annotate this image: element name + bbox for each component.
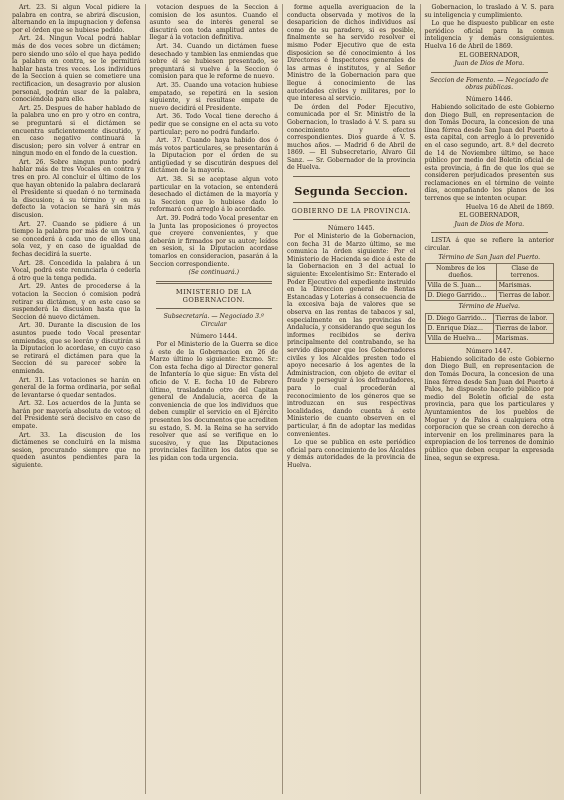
section-label: Subsecretaría. — Negociado 3.º bbox=[163, 312, 264, 320]
signature-title: EL GOBERNADOR, bbox=[458, 212, 520, 220]
table-cell: Villa de S. Juan... bbox=[425, 281, 496, 291]
continued-note: (Se continuará.) bbox=[188, 269, 240, 277]
table-header-row bbox=[425, 264, 554, 281]
divider bbox=[156, 281, 273, 284]
header-cell: Clase de terrenos. bbox=[496, 264, 553, 281]
column-3 bbox=[283, 4, 421, 794]
circular-label: Circular bbox=[200, 321, 227, 329]
paragraph: Art. 35. Cuando una votacion hubiese empatado, se repetirá en la sesion siguiente, y si resultase empate de nuevo decidirá el Presidente. bbox=[149, 81, 278, 112]
paragraph: Art. 38. Si se aceptase algun voto particular en la votacion, se entenderá desechado el dictámen de la mayoría y la Seccion que lo hubiese dado lo reformará con arreglo á lo acordado. bbox=[149, 176, 278, 214]
table-row bbox=[425, 333, 554, 343]
government-title: GOBIERNO DE LA PROVINCIA. bbox=[291, 207, 411, 216]
paragraph: Art. 34. Cuando un dictámen fuese desechado y tambien las enmiendas que sobre él se hubiesen presentado, se preguntará si vuelve á la Seccion ó comision para que le reforme de nuevo. bbox=[149, 42, 278, 81]
termino-heading: Término de Huelva. bbox=[458, 303, 521, 311]
paragraph: Art. 39. Podrá todo Vocal presentar en la Junta las proposiciones ó proyectos que creyere convenientes, y que deberán ir firmados por su autor; leídos en sesion, si la Diputacion acordase tomarlos en consideracion, pasarán á la Seccion correspondiente. bbox=[149, 215, 278, 268]
column-1 bbox=[8, 4, 146, 794]
fomento-section: Seccion de Fomento. — Negociado de obras públicas. bbox=[429, 76, 549, 92]
table-cell: Tierras de labor. bbox=[493, 313, 553, 323]
paragraph: Art. 31. Las votaciones se harán en general de la forma ordinaria, por señal de levantarse ó quedar sentados. bbox=[12, 376, 141, 399]
paragraph: Art. 26. Sobre ningun punto podrá hablar más de tres Vocales en contra y tres en pro. Al concluir el último de los que hayan obtenido la palabra declarará el Presidente si quedan ó no terminada la discusion; á su término y en su defecto la votacion se hará sin más discusion. bbox=[12, 158, 141, 220]
paragraph: Art. 37. Cuando haya habido dos ó más votos particulares, se presentarán á la Diputacion por el órden de su antigüedad y se discutirán despues del dictámen de la mayoría. bbox=[149, 137, 278, 175]
signature-name: Juan de Dios de Mora. bbox=[454, 220, 525, 228]
paragraph: Art. 24. Ningun Vocal podrá hablar más de dos veces sobre un dictámen; pero siendo uno sólo el que haya pedido la palabra en contra, se le permitirá hablar hasta tres veces. Los individuos de la Seccion á quien se cometiere una rectificacion, un desagravio por alusion personal, podrán usar de la palabra, conociéndola para ello. bbox=[12, 35, 141, 104]
divider bbox=[293, 202, 410, 203]
table-cell: D. Diego Garrido... bbox=[425, 313, 493, 323]
article-number: Número 1447. bbox=[465, 346, 513, 355]
owners-table bbox=[425, 313, 555, 344]
paragraph: Art. 28. Concedida la palabra á un Vocal, podrá este renunciarla ó cederla á otro que la tenga pedida. bbox=[12, 259, 141, 282]
paragraph: Habiendo solicitado de este Gobierno don Diego Bull, en representacion de don Tomás Docura, la concesion de una línea férrea desde San Juan del Puerto á esta capital, con arreglo á lo prevenido en el caso segundo, art. 8.º del decreto de 14 de Noviembre último, se hace público por medio del Boletín oficial de esta provincia, á fin de que los que se consideren perjudicados presenten sus reclamaciones en el término de veinte días, acompañando los planos de los terrenos que se intenten ocupar. bbox=[424, 103, 554, 203]
columns bbox=[8, 4, 558, 794]
divider bbox=[431, 72, 549, 73]
article-number: Número 1446. bbox=[465, 94, 513, 103]
list-heading: LISTA á que se refiere la anterior circular. bbox=[424, 237, 554, 253]
paragraph: Art. 30. Durante la discusion de los asuntos puede todo Vocal presentar enmiendas, que se leerán y discutirán si la Diputacion lo acordase, en cuyo caso se retirará el dictámen para que la Seccion dé su parecer sobre la enmienda. bbox=[12, 322, 141, 375]
table-row bbox=[425, 313, 554, 323]
paragraph: Por el Ministerio de la Gobernacion, con fecha 31 de Marzo último, se me comunica la órden siguiente: Por el Ministerio de Hacienda se dice á este de la Gobernacion en 3 del actual lo siguiente: Excelentísimo Sr.: Enterado el Poder Ejecutivo del expediente instruido en la Direccion general de Rentas Estancadas y Loterías á consecuencia de la excesiva baja de valores que se observa en las rentas de tabacos y sal, especialmente en las provincias de Andalucía, y considerando que segun los informes recibidos se deriva principalmente del contrabando, se ha servido disponer que los Gobernadores civiles y los Alcaldes presten todo el apoyo necesario á los agentes de la Administracion, con objeto de evitar el fraude y perseguir á los defraudadores, para lo cual procederán al reconocimiento de los géneros que se introduzcan en sus respectivas localidades, dando cuenta á este Ministerio de cuanto observen en el particular, á fin de adoptar las medidas convenientes. bbox=[287, 233, 416, 438]
paragraph: Art. 25. Despues de haber hablado de la palabra uno en pro y otro en contra, se preguntará si el dictámen se encuentra suficientemente discutido, y en caso negativo continuará la discusion; pero sin volver á entrar en ningun modo en el fondo de la cuestion. bbox=[12, 104, 141, 158]
signature-title: EL GOBERNADOR, bbox=[458, 51, 520, 59]
divider bbox=[156, 308, 273, 309]
table-cell: Tierras de labor. bbox=[496, 291, 553, 301]
table-cell: Marismas. bbox=[493, 333, 553, 343]
signature-name: Juan de Dios de Mora. bbox=[454, 60, 525, 68]
column-4 bbox=[421, 4, 559, 794]
paragraph: Art. 32. Los acuerdos de la Junta se harán por mayoría absoluta de votos; el del Presidente será decisivo en caso de empate. bbox=[12, 400, 141, 431]
table-row bbox=[425, 281, 554, 291]
paragraph: Art. 33. La discusion de los dictámenes se concluirá en la misma sesion, procurando siempre que no queden asuntos pendientes para la siguiente. bbox=[12, 431, 141, 470]
paragraph: Gobernacion, lo traslado á V. S. para su inteligencia y cumplimiento. bbox=[424, 4, 554, 19]
table-cell: Tierras de labor. bbox=[493, 323, 553, 333]
article-number: Número 1444. bbox=[190, 331, 238, 340]
table-row bbox=[425, 291, 554, 301]
column-2 bbox=[146, 4, 284, 794]
article-number: Número 1445. bbox=[327, 224, 375, 233]
paragraph: Art. 23. Si algun Vocal pidiere la palabra en contra, se abrirá discusion, alternando en la impugnacion y defensa por el órden que se hubiese pedido. bbox=[12, 4, 141, 34]
table-cell: Marismas. bbox=[496, 281, 553, 291]
paragraph: De órden del Poder Ejecutivo, comunicada por el Sr. Ministro de la Gobernacion, lo traslado á V. S. para su conocimiento y efectos correspondientes. Dios guarde á V. S. muchos años. — Madrid 6 de Abril de 1869. — El Subsecretario, Alvaro Gil Sanz. — Sr. Gobernador de la provincia de Huelva. bbox=[287, 103, 416, 172]
ministry-title: MINISTERIO DE LA GOBERNACION. bbox=[175, 287, 252, 304]
paragraph: Art. 27. Cuando se pidiere á un tiempo la palabra por más de un Vocal, se concederá á cada uno de ellos una sola vez, y en caso de igualdad de fechas decidirá la suerte. bbox=[12, 220, 141, 258]
table-row bbox=[425, 323, 554, 333]
paragraph: forme aquella averiguacion de la conducta observada y motivos de la desaparicion de dichos individuos así como de su paradero, si es posible, finalmente se ha servido resolver el mismo Poder Ejecutivo que de esta disposicion se dé conocimiento á los Directores é Inspectores generales de las armas é institutos, y al Señor Ministro de la Gobernacion para que llegue á conocimiento de las autoridades civiles y militares, por lo que interesa al servicio. bbox=[287, 4, 416, 103]
table-cell: D. Diego Garrido... bbox=[425, 291, 496, 301]
paragraph: Por el Ministerio de la Guerra se dice á este de la Gobernacion en 26 de Marzo último lo siguiente: Excmo. Sr.: Con esta fecha digo al Director general de Infantería lo que sigue: En vista del oficio de V. E. fecha 10 de Febrero último, trasladando otro del Capitan general de Andalucía, acerca de la conveniencia de que los individuos que deben cumplir el servicio en el Ejército presenten los documentos que acrediten su estado, S. M. la Reina se ha servido resolver que así se verifique en lo sucesivo, y que las Diputaciones provinciales faciliten los datos que se les pidan con toda urgencia. bbox=[149, 340, 278, 462]
divider bbox=[293, 219, 410, 220]
table-cell: D. Enrique Díaz... bbox=[425, 323, 493, 333]
paragraph: Lo que he dispuesto publicar en este periódico oficial para la comun inteligencia y demás consiguientes. Huelva 16 de Abril de 1869. bbox=[424, 20, 554, 50]
date-line: Huelva 16 de Abril de 1869. bbox=[465, 203, 554, 211]
paragraph: Art. 29. Antes de procederse á la votacion la Seccion ó comision podrá retirar su dictámen, y en este caso se suspenderá la discusion hasta que la Seccion dé nuevo dictámen. bbox=[12, 283, 141, 321]
divider bbox=[431, 232, 549, 233]
paragraph: Lo que se publica en este periódico oficial para conocimiento de los Alcaldes y demás autoridades de la provincia de Huelva. bbox=[287, 439, 416, 469]
owners-table bbox=[425, 263, 555, 301]
table-cell: Villa de Huelva... bbox=[425, 333, 493, 343]
divider bbox=[293, 176, 410, 177]
termino-heading: Término de San Juan del Puerto. bbox=[438, 253, 541, 261]
paragraph: votacion despues de la Seccion á comision de los asuntos. Cuando el asunto sea de interés general se discutirá con toda amplitud antes de llegar á la votacion definitiva. bbox=[149, 4, 278, 42]
paragraph: Habiendo solicitado de este Gobierno don Diego Bull, en representacion de don Tomás Docura, la concesion de una línea férrea desde San Juan del Puerto á Palos, he dispuesto hacerlo público por medio del Boletín oficial de esta provincia, para que los particulares y Ayuntamientos de los pueblos de Moguer y de Palos á cualquiera otra corporacion que se crean con derecho á intervenir en los preliminares para la expropiacion de los terrenos de dominio público que deben ocupar la expresada línea, segun se expresa. bbox=[424, 355, 554, 462]
section-heading: Segunda Seccion. bbox=[294, 185, 409, 199]
header-cell: Nombres de los dueños. bbox=[425, 264, 496, 281]
paragraph: Art. 36. Todo Vocal tiene derecho á pedir que se consigne en el acta su voto particular; pero no podrá fundarlo. bbox=[149, 113, 278, 136]
